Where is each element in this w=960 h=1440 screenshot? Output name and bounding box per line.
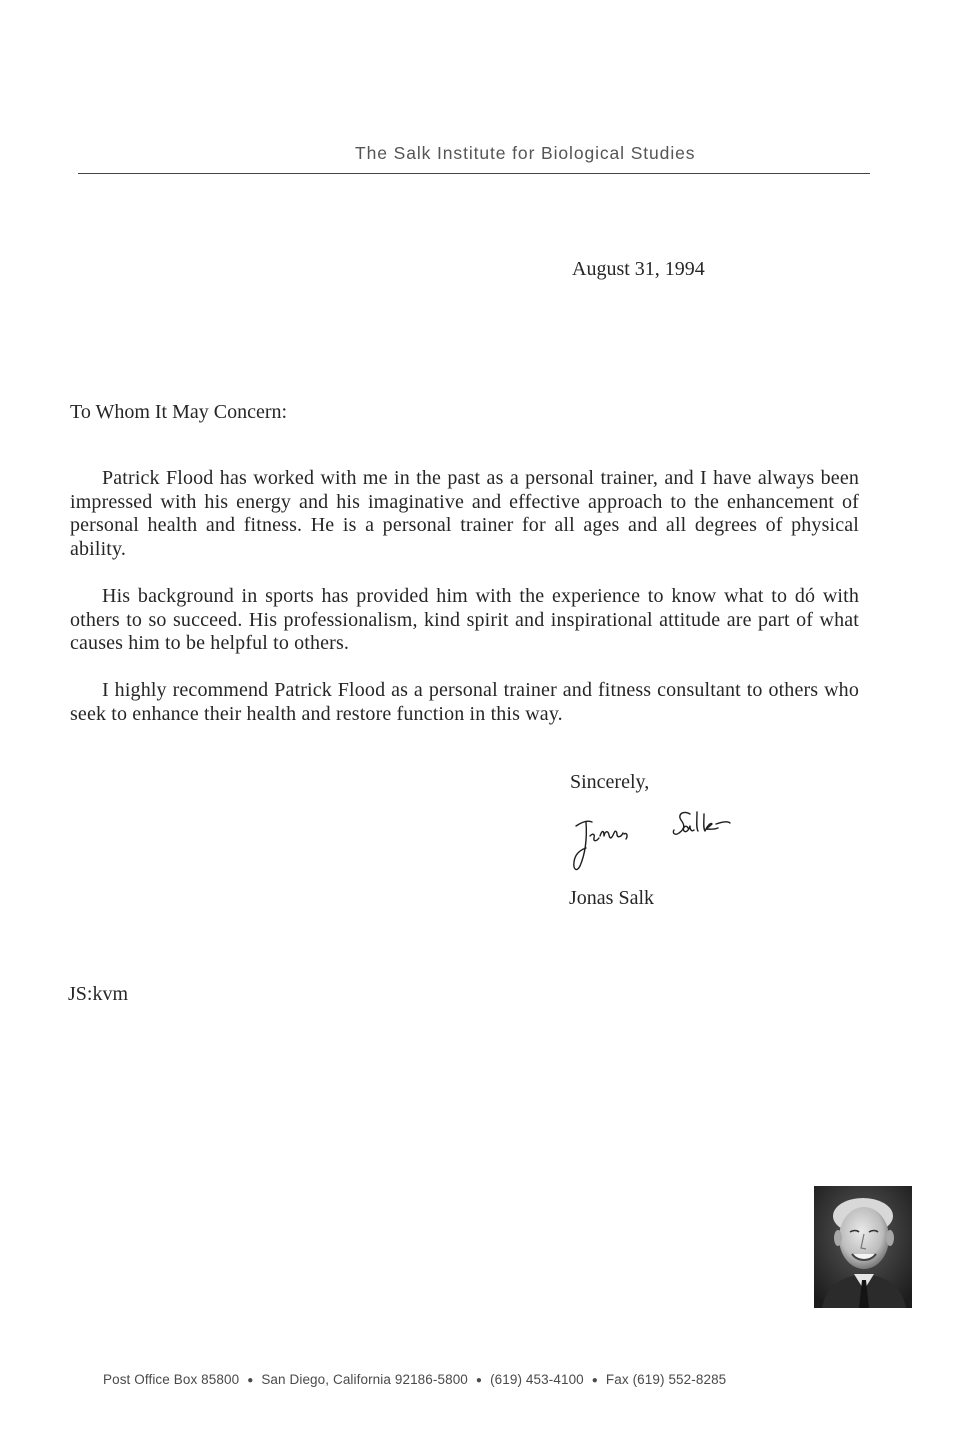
signer-name: Jonas Salk [569,887,654,909]
body-paragraph-1: Patrick Flood has worked with me in the past as a personal trainer, and I have always been impressed with his energy and his imaginative and effective approach to the enhancement of personal health and fitness. He is a personal trainer for all ages and all degrees of physical ability. [70,467,859,560]
footer-city: San Diego, California 92186-5800 [261,1372,468,1387]
bullet-separator: ● [247,1375,254,1386]
portrait-photo [814,1186,912,1308]
bullet-separator: ● [475,1375,483,1386]
footer-address: Post Office Box 85800 [103,1372,240,1387]
letterhead-title: The Salk Institute for Biological Studies [355,143,696,163]
bullet-separator: ● [591,1375,598,1386]
handwritten-signature [566,800,741,880]
footer-fax: Fax (619) 552-8285 [605,1372,727,1387]
closing: Sincerely, [570,771,650,793]
reference-initials: JS:kvm [68,983,129,1005]
letterhead-rule [78,173,870,174]
footer-contact [103,1372,726,1387]
body-paragraph-2: His background in sports has provided him with the experience to know what to dó with others to so succeed. His professionalism, kind spirit and inspirational attitude are part of what causes him to be helpful to others. [70,585,859,654]
footer-phone: (619) 453-4100 [490,1372,584,1387]
letter-date: August 31, 1994 [572,258,705,280]
salutation: To Whom It May Concern: [70,401,288,423]
body-paragraph-3: I highly recommend Patrick Flood as a personal trainer and fitness consultant to others who seek to enhance their health and restore function in this way. [70,679,859,725]
